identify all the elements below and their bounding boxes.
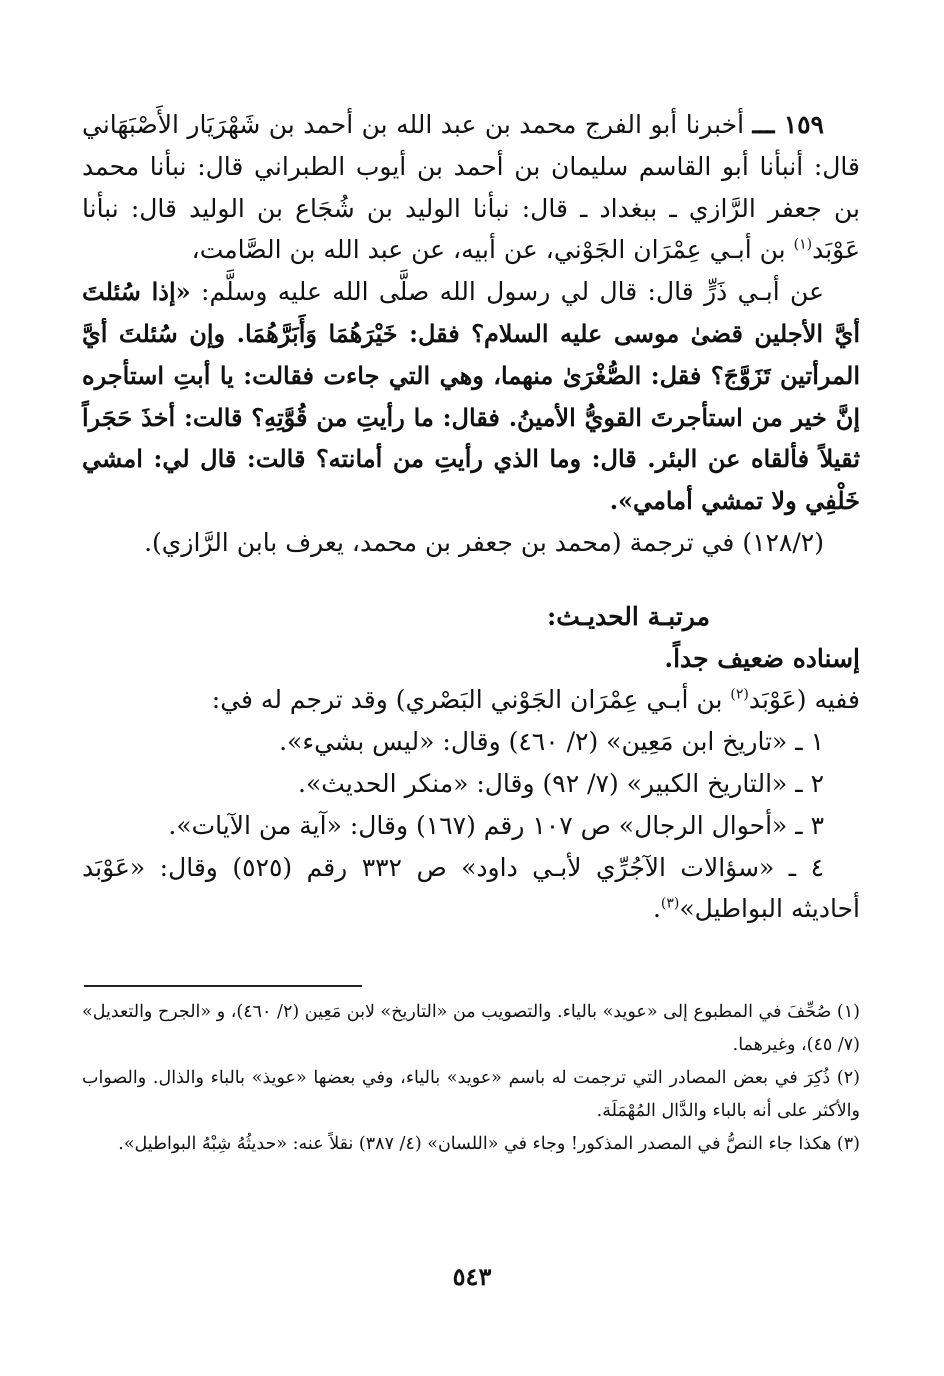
main-text: [82, 104, 860, 930]
narrator-pre: ففيه (عَوْبَد: [748, 685, 860, 715]
hadith-matn-paragraph: [82, 271, 860, 522]
footnote-1: (١) صُحِّفَ في المطبوع إلى «عويد» بالياء. والتصويب من «التاريخ» لابن مَعِين (٢/ ٤٦٠)، و «الجرح والتعديل» (٧/ ٤٥)، وغيرهما.: [82, 1002, 860, 1055]
footnote-ref-3: (٣): [660, 896, 680, 913]
hadith-number: ١٥٩ ـــ: [752, 110, 824, 139]
footnote-divider: [84, 985, 362, 987]
page-number: ٥٤٣: [452, 1262, 492, 1291]
isnad-text-continued: بن أبـي عِمْرَان الجَوْني، عن أبيه، عن عبد الله بن الصَّامت،: [191, 235, 786, 265]
narrator-line: [82, 679, 860, 721]
list-item: ٣ ـ «أحوال الرجال» ص ١٠٧ رقم (١٦٧) وقال: «آية من الآيات».: [168, 810, 824, 840]
footnote-2: (٢) ذُكِرَ في بعض المصادر التي ترجمت له باسم «عويد» بالياء، وفي بعضها «عويذ» بالباء والذال. والصواب والأكثر على أنه بالباء والدَّال المُهْمَلَة.: [82, 1068, 860, 1121]
isnad-text: أخبرنا أبو الفرج محمد بن عبد الله بن أحمد بن شَهْرَيَار الأَصْبَهَاني قال: أنبأنا أبو القاسم سليمان بن أحمد بن أيوب الطبراني قال: نبأنا محمد بن جعفر الرَّازي ـ ببغداد ـ قال: نبأنا الوليد بن شُجَاع بن الوليد قال: نبأنا عَوْبَد: [82, 110, 860, 265]
list-item: ١ ـ «تاريخ ابن مَعِين» (٢/ ٤٦٠) وقال: «ليس بشيء».: [279, 727, 824, 757]
footnotes: [82, 996, 860, 1161]
hadith-isnad-paragraph: [82, 104, 860, 271]
hadith-text: «إذا سُئلتَ أيَّ الأجلين قضىٰ موسى عليه السلام؟ فقل: خَيْرَهُمَا وَأَبَرَّهُمَا. وإن سُئلتَ أيَّ المرأتين تَزَوَّجَ؟ فقل: الصُّغْرَىٰ منهما، وهي التي جاءت فقالت: يا أبتِ استأجره إنَّ خير من استأجرتَ القويُّ الأمينُ. فقال: ما رأيتِ من قُوَّتِهِ؟ قالت: أخذَ حَجَراً ثقيلاً فألقاه عن البئر. قال: وما الذي رأيتِ من أمانته؟ قالت: قال لي: امشي خَلْفِي ولا تمشي أمامي».: [82, 277, 860, 516]
list-item: ٢ ـ «التاريخ الكبير» (٧/ ٩٢) وقال: «منكر الحديث».: [298, 768, 824, 798]
list-item-text: ٤ ـ «سؤالات الآجُرِّي لأبـي داود» ص ٣٣٢ رقم (٥٢٥) وقال: «عَوْبَد أحاديثه البواطيل»: [82, 852, 860, 924]
narrator-post: بن أبـي عِمْرَان الجَوْني البَصْري) وقد ترجم له في:: [211, 685, 723, 715]
source-reference: (١٢٨/٢) في ترجمة (محمد بن جعفر بن محمد، يعرف بابن الرَّازي).: [144, 527, 824, 557]
list-item: [82, 847, 860, 931]
footnote-3: (٣) هكذا جاء النصُّ في المصدر المذكور! وجاء في «اللسان» (٤/ ٣٨٧) نقلاً عنه: «حديثُهُ شِبْهُ البواطيل».: [118, 1134, 860, 1154]
matn-intro: عن أبـي ذَرٍّ قال: قال لي رسول الله صلَّى الله عليه وسلَّم:: [201, 277, 825, 307]
section-heading: مرتبـة الحديـث:: [546, 601, 710, 631]
grade-statement: إسناده ضعيف جداً.: [664, 643, 860, 673]
footnote-ref-1: (١): [793, 237, 813, 254]
footnote-ref-2: (٢): [730, 687, 749, 704]
list-item-end: .: [652, 894, 661, 924]
